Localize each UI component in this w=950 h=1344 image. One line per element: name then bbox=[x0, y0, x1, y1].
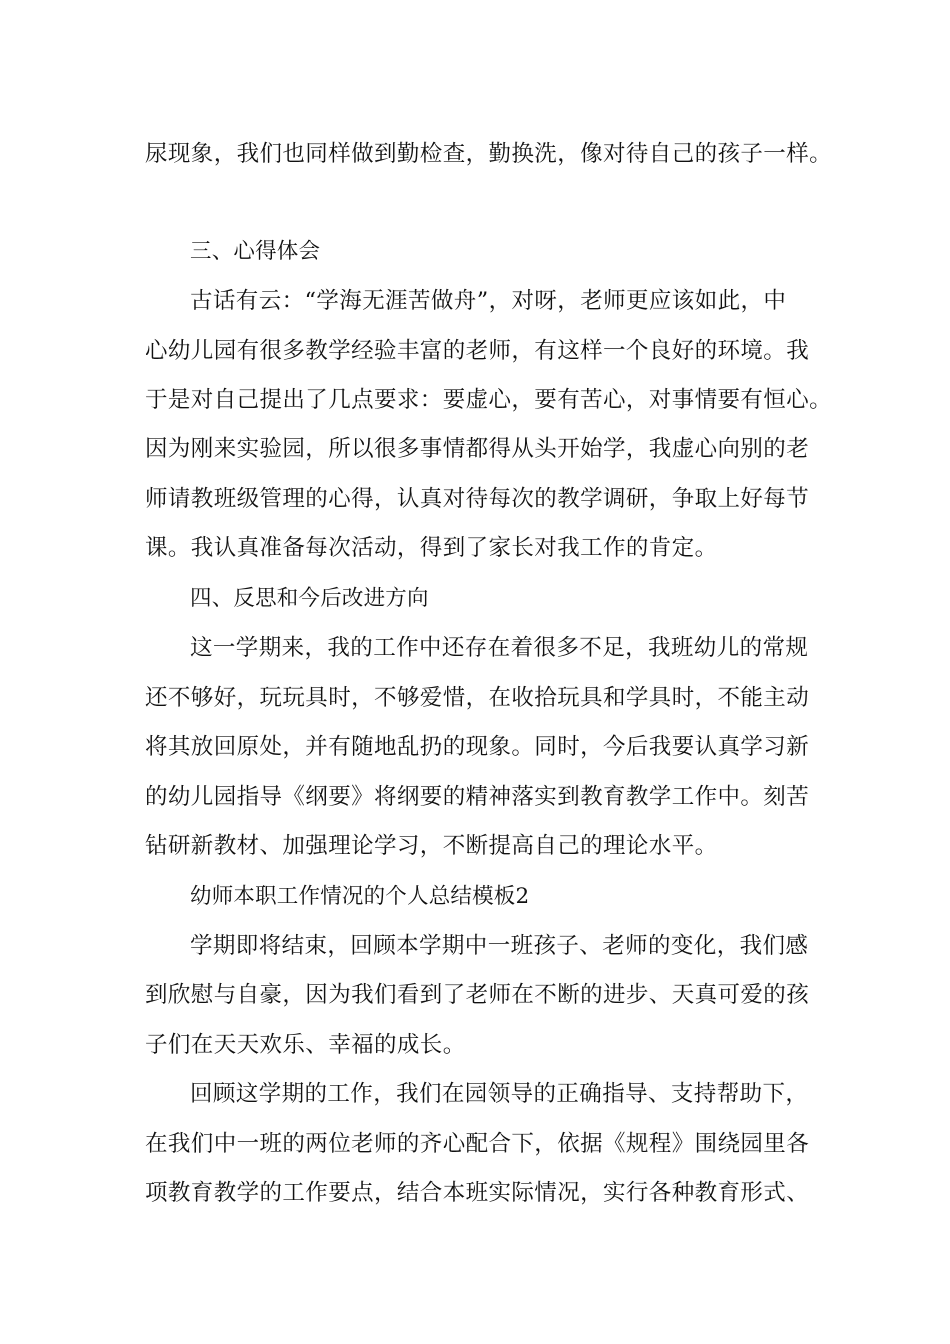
body-text-line: 尿现象，我们也同样做到勤检查，勤换洗，像对待自己的孩子一样。 bbox=[145, 141, 833, 167]
body-text-line: 将其放回原处，并有随地乱扔的现象。同时，今后我要认真学习新 bbox=[145, 734, 810, 760]
body-text-line: 钻研新教材、加强理论学习，不断提高自己的理论水平。 bbox=[145, 833, 718, 859]
body-text-line: 心幼儿园有很多教学经验丰富的老师，有这样一个良好的环境。我 bbox=[145, 338, 810, 364]
body-text-line: 于是对自己提出了几点要求：要虚心，要有苦心，对事情要有恒心。 bbox=[145, 387, 833, 413]
section-heading-reflection: 四、反思和今后改进方向 bbox=[190, 586, 429, 611]
section-heading-insights: 三、心得体会 bbox=[190, 239, 321, 264]
body-text-line: 师请教班级管理的心得，认真对待每次的教学调研，争取上好每节 bbox=[145, 486, 810, 512]
body-text-line: 在我们中一班的两位老师的齐心配合下，依据《规程》围绕园里各 bbox=[145, 1131, 810, 1157]
body-text-line: 的幼儿园指导《纲要》将纲要的精神落实到教育教学工作中。刻苦 bbox=[145, 784, 810, 810]
body-text-line: 项教育教学的工作要点，结合本班实际情况，实行各种教育形式、 bbox=[145, 1180, 810, 1206]
body-text-line: 还不够好，玩玩具时，不够爱惜，在收拾玩具和学具时，不能主动 bbox=[145, 685, 810, 711]
body-text-line: 子们在天天欢乐、幸福的成长。 bbox=[145, 1032, 466, 1058]
body-text-line: 到欣慰与自豪，因为我们看到了老师在不断的进步、天真可爱的孩 bbox=[145, 982, 810, 1008]
template-title: 幼师本职工作情况的个人总结模板2 bbox=[190, 884, 530, 909]
body-text-line: 课。我认真准备每次活动，得到了家长对我工作的肯定。 bbox=[145, 535, 718, 561]
body-text-line: 古话有云：“学海无涯苦做舟”，对呀，老师更应该如此，中 bbox=[190, 288, 787, 314]
body-text-line: 因为刚来实验园，所以很多事情都得从头开始学，我虚心向别的老 bbox=[145, 436, 810, 462]
body-text-line: 回顾这学期的工作，我们在园领导的正确指导、支持帮助下， bbox=[190, 1081, 809, 1107]
body-text-line: 学期即将结束，回顾本学期中一班孩子、老师的变化，我们感 bbox=[190, 933, 809, 959]
body-text-line: 这一学期来，我的工作中还存在着很多不足，我班幼儿的常规 bbox=[190, 635, 809, 661]
